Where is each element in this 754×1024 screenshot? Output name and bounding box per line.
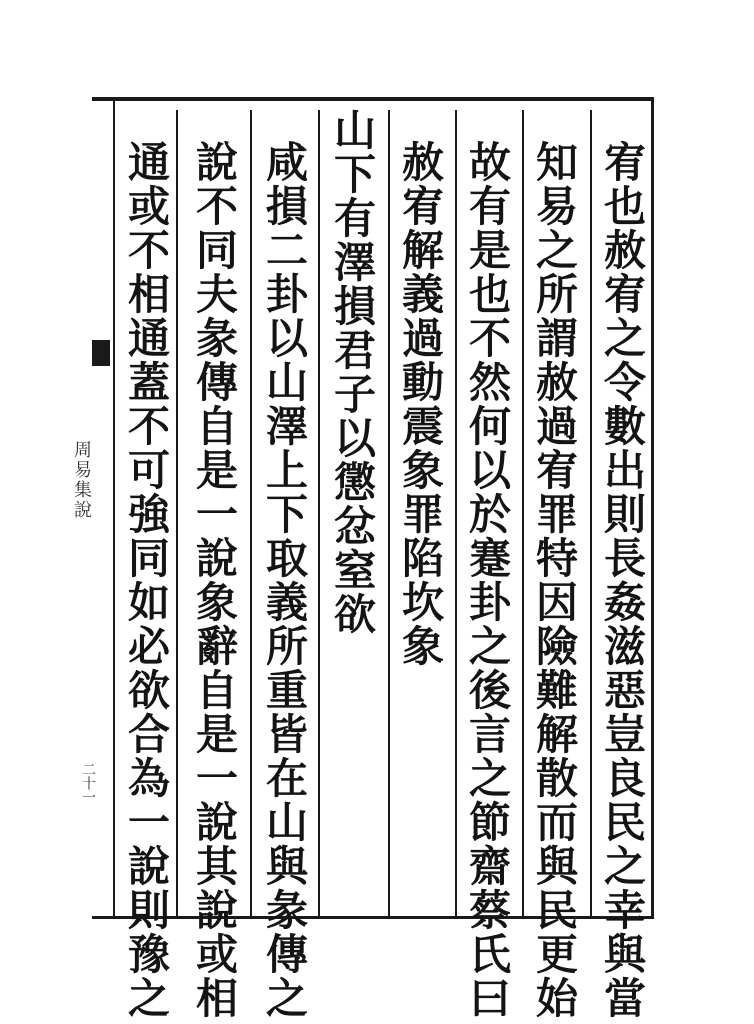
folio-number: 二十一 [80, 762, 96, 804]
text-column-5: 山下有澤損君子以懲忿窒欲 [328, 108, 377, 636]
text-column-4: 赦宥解義過動震象罪陷坎象 [396, 140, 445, 668]
text-column-1: 宥也赦宥之令數出則長姦滋惡豈良民之幸與當 [598, 140, 647, 1020]
right-border [651, 97, 654, 919]
text-column-2: 知易之所謂赦過宥罪特因險難解散而與民更始 [530, 140, 579, 1020]
column-divider [388, 110, 390, 916]
bleed-through-marks [88, 110, 118, 370]
text-column-6: 咸損二卦以山澤上下取義所重皆在山與彖傳之 [260, 140, 309, 1020]
fishtail-mark [92, 340, 110, 366]
text-column-3: 故有是也不然何以於蹇卦之後言之節齋蔡氏曰 [463, 140, 512, 1020]
column-divider [318, 110, 320, 916]
text-column-7: 說不同夫彖傳自是一說象辭自是一說其說或相 [190, 140, 239, 1020]
column-divider [250, 110, 252, 916]
column-divider [590, 110, 592, 916]
top-border [92, 97, 654, 101]
text-column-8: 通或不相通蓋不可強同如必欲合為一說則豫之 [122, 140, 171, 1020]
column-divider [455, 110, 457, 916]
column-divider [522, 110, 524, 916]
book-title: 周易集說 [71, 440, 92, 520]
column-divider [176, 110, 178, 916]
